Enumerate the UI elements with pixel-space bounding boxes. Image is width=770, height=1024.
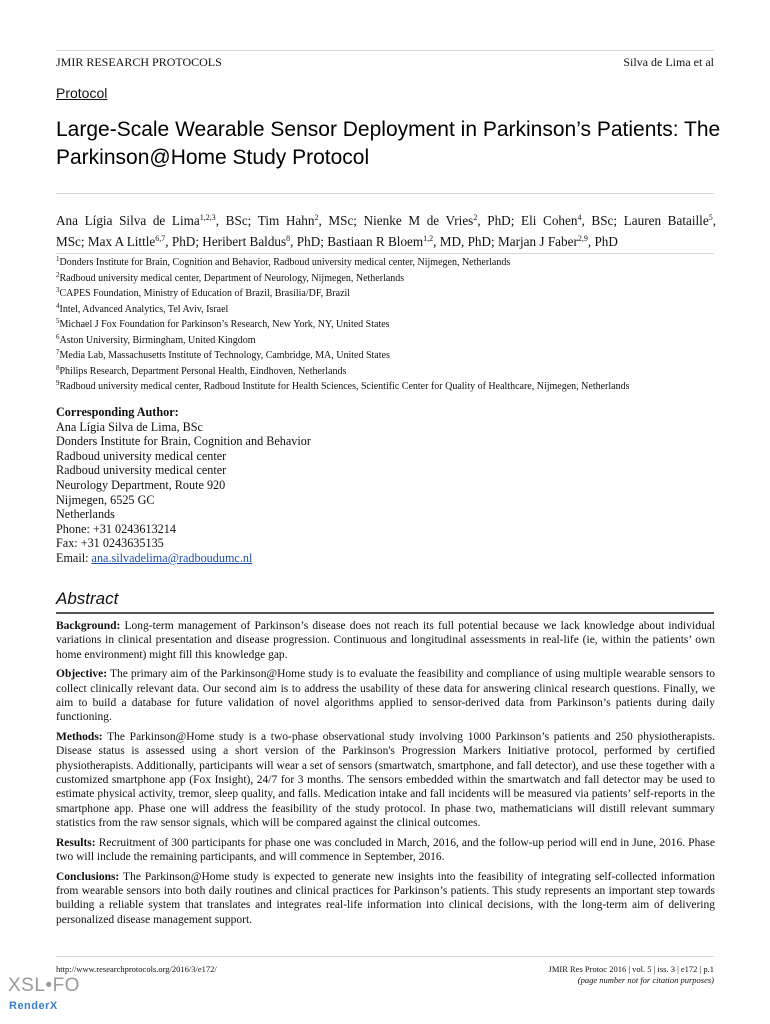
affiliation-text: Media Lab, Massachusetts Institute of Technology, Cambridge, MA, United States <box>59 350 390 361</box>
address-line: Radboud university medical center <box>56 463 227 478</box>
author-degree: , <box>712 213 716 228</box>
author-name: MSc; Max A Little <box>56 234 156 249</box>
affiliation-number: 1 <box>56 255 60 263</box>
email-label: Email: <box>56 550 92 565</box>
affiliation-number: 7 <box>56 348 60 356</box>
author-affil-sup: 6,7 <box>155 234 166 243</box>
phone-line: Phone: +31 0243613214 <box>56 521 176 536</box>
author-degree: , PhD; <box>477 213 522 228</box>
xslfo-watermark-logo: XSL•FO <box>8 975 80 996</box>
abstract-conclusions <box>56 870 715 928</box>
author-affil-sup: 5 <box>708 213 713 222</box>
corresponding-author-block <box>56 405 716 566</box>
abstract-rule <box>56 612 714 614</box>
affiliation-item <box>56 302 716 318</box>
author-degree: , BSc; <box>215 213 258 228</box>
email-line <box>56 551 716 566</box>
abstract-section-text: Long-term management of Parkinson’s disease does not reach its full potential because we lack knowledge about individual variations in clinical presentation and disease progression. Continuous and longitudinal assessments in real-life (ie, within the patients’ own home environment) might fill this knowledge gap. <box>56 620 715 661</box>
author-affil-sup: 2,9 <box>577 234 588 243</box>
top-rule <box>56 50 714 51</box>
abstract-section-text: Recruitment of 300 participants for phase one was concluded in March, 2016, and the follow-up period will end in June, 2016. Phase two will include the remaining participants, and will commence in September, 2016. <box>56 836 716 864</box>
affiliation-text: CAPES Foundation, Ministry of Education of Brazil, Brasília/DF, Brazil <box>59 288 351 299</box>
abstract-section-label: Conclusions: <box>56 870 120 883</box>
affiliation-text: Intel, Advanced Analytics, Tel Aviv, Israel <box>59 303 229 315</box>
abstract-section-label: Background: <box>56 620 121 632</box>
author-affil-sup: 1,2 <box>423 234 434 243</box>
author-name: Tim Hahn <box>257 213 315 228</box>
address-line: Netherlands <box>56 507 115 522</box>
author-line-2 <box>56 231 716 252</box>
affiliation-text: Donders Institute for Brain, Cognition and Behavior, Radboud university medical center, Nijmegen, Netherlands <box>59 257 511 268</box>
author-affil-sup: 8 <box>286 234 291 243</box>
author-name: Eli Cohen <box>521 213 578 228</box>
abstract-results <box>56 836 715 865</box>
author-name: Ana Lígia Silva de Lima <box>56 213 200 228</box>
author-line-1 <box>56 210 716 231</box>
author-name: Bastiaan R Bloem <box>327 234 424 249</box>
author-degree: , MD, PhD; <box>433 234 499 249</box>
article-title: Large-Scale Wearable Sensor Deployment in Parkinson’s Patients: The Parkinson@Home Study Protocol <box>56 118 721 169</box>
affiliation-item <box>56 364 716 380</box>
abstract-methods <box>56 730 715 831</box>
author-name: Nienke M de Vries <box>363 213 474 228</box>
affiliation-number: 3 <box>56 286 60 294</box>
citation-line: JMIR Res Protoc 2016 | vol. 5 | iss. 3 | e172 | p.1 <box>548 964 714 974</box>
affiliation-number: 6 <box>56 332 60 341</box>
address-line: Donders Institute for Brain, Cognition and Behavior <box>56 434 311 449</box>
abstract-objective <box>56 667 715 725</box>
footer-url[interactable]: http://www.researchprotocols.org/2016/3/e172/ <box>56 964 217 974</box>
affiliation-number: 2 <box>56 270 60 279</box>
affiliation-number: 8 <box>56 363 60 372</box>
address-line: Neurology Department, Route 920 <box>56 477 226 492</box>
footer-rule <box>56 956 714 957</box>
author-degree: , PhD; <box>165 234 203 249</box>
abstract-background <box>56 619 715 662</box>
journal-name: JMIR RESEARCH PROTOCOLS <box>56 55 222 69</box>
citation-note: (page number not for citation purposes) <box>577 975 714 985</box>
corresponding-author-label: Corresponding Author: <box>56 405 179 419</box>
author-affil-sup: 2 <box>473 213 478 222</box>
author-degree: , MSc; <box>318 213 364 228</box>
abstract-section-text: The primary aim of the Parkinson@Home study is to evaluate the feasibility and compliance of using multiple wearable sensors to collect clinically relevant data. Our second aim is to address the usability of these data for answering clinical research questions. Finally, we aim to build a database for future validation of novel algorithms applied to sensor-derived data from Parkinson’s patients during daily functioning. <box>56 668 715 724</box>
author-affil-sup: 1,2,3 <box>199 213 216 222</box>
affiliation-number: 9 <box>56 379 60 387</box>
abstract-section-text: The Parkinson@Home study is expected to generate new insights into the feasibility of integrating self-collected information from wearable sensors into both daily routines and clinical practices for Parkinson’s patients. This study represents an important step towards building a reliable system that translates and integrates real-life information into clinical decisions, with the long-term aim of delivering personalized disease management support. <box>56 870 715 926</box>
affiliation-text: Philips Research, Department Personal Health, Eindhoven, Netherlands <box>59 365 347 377</box>
affiliation-item <box>56 348 716 364</box>
affiliation-text: Radboud university medical center, Radboud Institute for Health Sciences, Scientific Center for Quality of Healthcare, Nijmegen, Netherlands <box>59 381 630 392</box>
email-link[interactable]: ana.silvadelima@radboudumc.nl <box>91 550 253 565</box>
author-degree: , PhD <box>587 234 618 249</box>
author-affil-sup: 2 <box>314 213 319 222</box>
affiliation-list <box>56 255 716 395</box>
affiliation-number: 4 <box>56 301 60 310</box>
fax-line: Fax: +31 0243635135 <box>56 536 164 551</box>
footer-citation <box>549 964 714 986</box>
affiliation-text: Michael J Fox Foundation for Parkinson’s Research, New York, NY, United States <box>59 319 390 330</box>
author-degree: , BSc; <box>581 213 624 228</box>
affiliation-item <box>56 333 716 349</box>
author-name: Marjan J Faber <box>498 234 578 249</box>
affiliation-number: 5 <box>56 317 60 325</box>
abstract-section-label: Results: <box>56 836 96 849</box>
author-affil-sup: 4 <box>577 213 582 222</box>
affiliation-item <box>56 255 716 271</box>
address-line: Nijmegen, 6525 GC <box>56 492 155 507</box>
affiliation-item <box>56 286 716 302</box>
renderx-watermark-logo: RenderX <box>9 1000 58 1012</box>
affiliation-item <box>56 271 716 287</box>
author-name: Lauren Bataille <box>623 213 709 228</box>
section-label[interactable]: Protocol <box>56 85 108 101</box>
affiliation-item <box>56 379 716 395</box>
affiliation-text: Aston University, Birmingham, United Kingdom <box>59 334 256 346</box>
abstract-section-label: Methods: <box>56 730 103 743</box>
affiliation-text: Radboud university medical center, Department of Neurology, Nijmegen, Netherlands <box>59 272 405 284</box>
running-head: Silva de Lima et al <box>623 55 714 69</box>
address-line: Ana Lígia Silva de Lima, BSc <box>56 419 203 434</box>
abstract-section-text: The Parkinson@Home study is a two-phase observational study involving 1000 Parkinson’s patients and 250 physiotherapists. Disease status is assessed using a short version of the Parkinson's Progression Markers Initiative protocol, performed by certified physiotherapists. Additionally, participants will wear a set of sensors (smartwatch, smartphone, and fall detector), and use these together with a customized smartphone app (Fox Insight), 24/7 for 3 months. The sensors embedded within the smartwatch and fall detector may be used to estimate physical activity, tremor, sleep quality, and falls. Medication intake and fall incidents will be measured via patients’ self-reports in the smartphone app. Phase one will address the feasibility of the study protocol. In phase two, mathematicians will distill relevant summary statistics from the raw sensor signals, which will be compared against the clinical outcomes. <box>56 730 716 830</box>
affiliation-item <box>56 317 716 333</box>
title-rule <box>56 193 714 194</box>
author-rule <box>56 253 714 254</box>
abstract-body <box>56 619 715 932</box>
abstract-heading: Abstract <box>56 589 119 608</box>
author-name: Heribert Baldus <box>202 234 287 249</box>
address-line: Radboud university medical center <box>56 448 227 463</box>
abstract-section-label: Objective: <box>56 668 108 681</box>
author-degree: , PhD; <box>290 234 328 249</box>
author-list <box>56 210 716 252</box>
